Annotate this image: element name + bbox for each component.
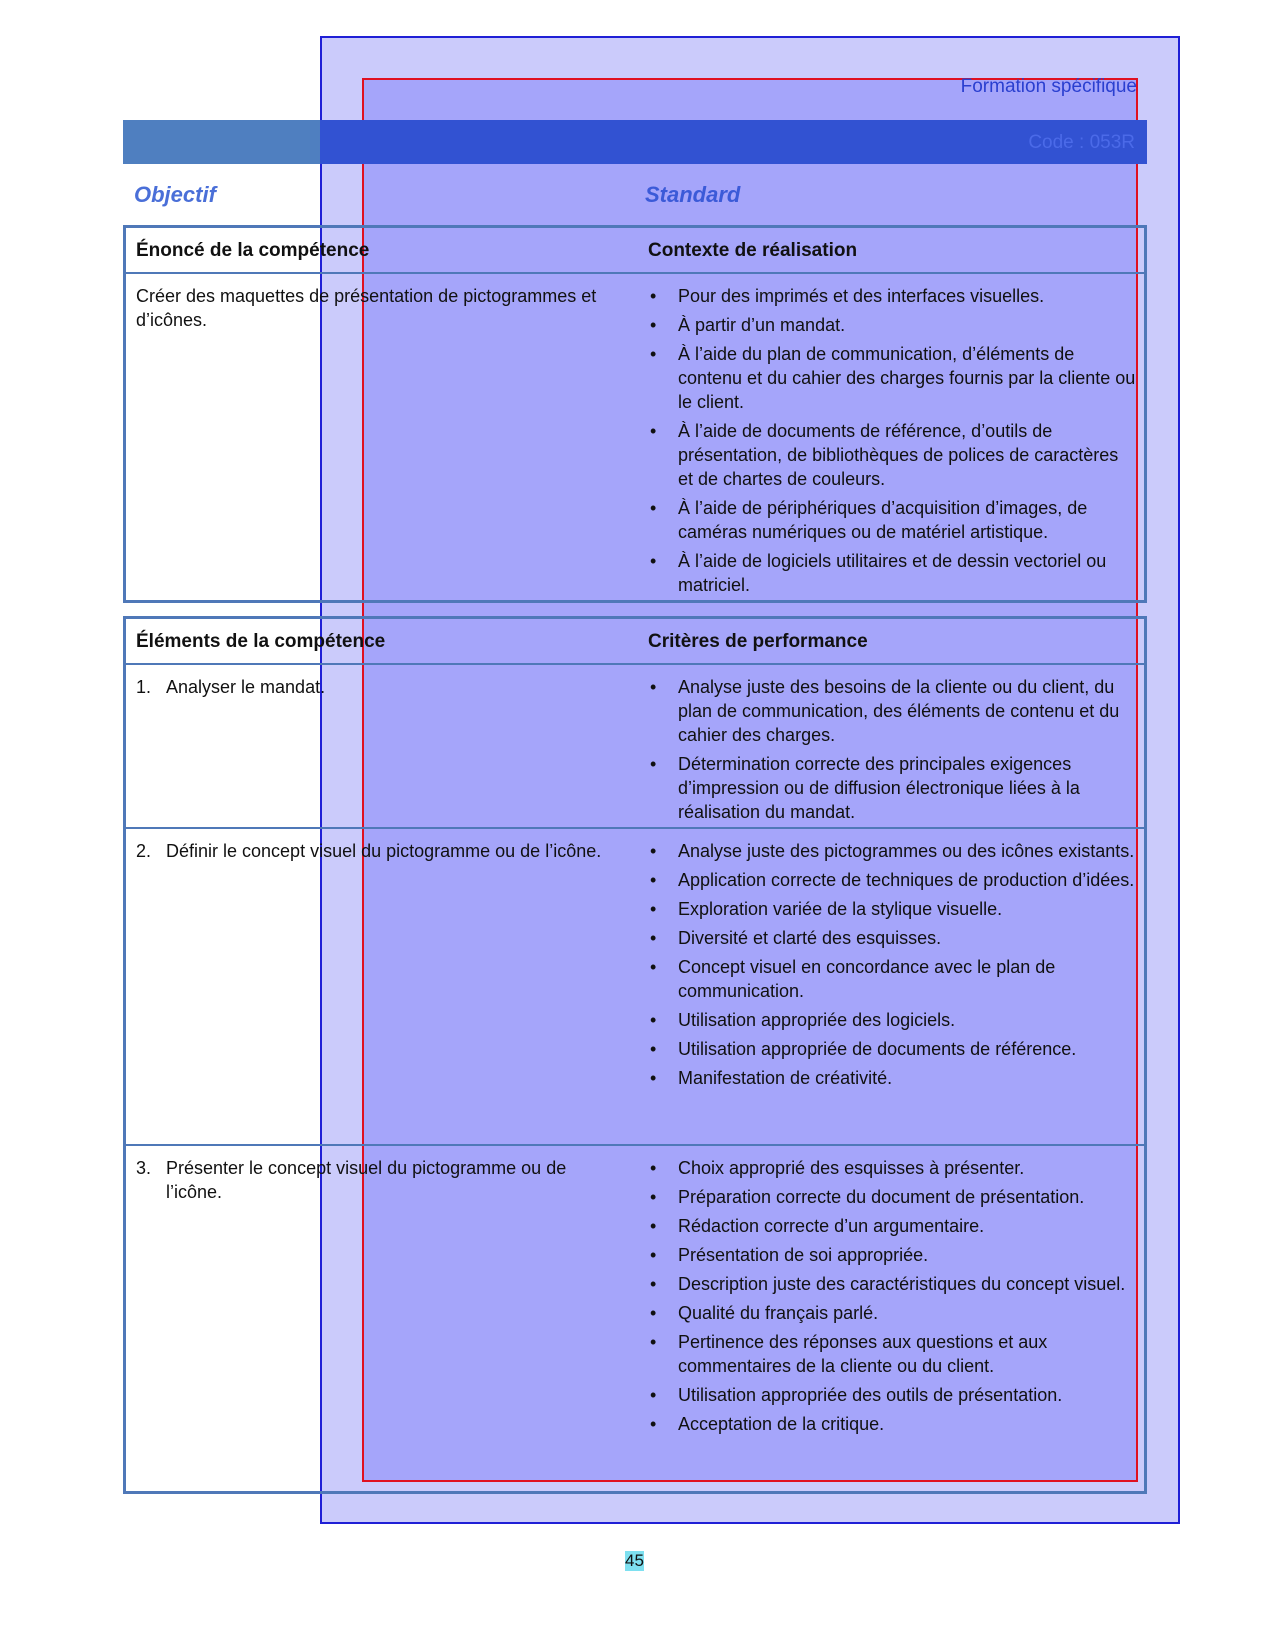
bullet-icon: • — [650, 286, 657, 306]
document-section-title: Formation spécifique — [960, 76, 1137, 97]
bullet-icon: • — [650, 754, 657, 774]
criteria-list — [648, 675, 1138, 829]
criteria-list — [648, 839, 1138, 1095]
table-row — [126, 1146, 1144, 1491]
elements-table-header — [126, 619, 1144, 665]
element-cell — [136, 839, 626, 863]
bullet-icon: • — [650, 1039, 657, 1059]
bullet-icon: • — [650, 1385, 657, 1405]
bullet-icon: • — [650, 551, 657, 571]
element-text: Analyser le mandat. — [166, 677, 326, 697]
bullet-icon: • — [650, 870, 657, 890]
criteria-header: Critères de performance — [648, 631, 868, 652]
bullet-icon: • — [650, 1187, 657, 1207]
list-item: • Diversité et clarté des esquisses. — [650, 928, 942, 948]
list-item: • Rédaction correcte d’un argumentaire. — [650, 1216, 985, 1236]
code-banner — [123, 120, 1147, 164]
list-item: • Présentation de soi appropriée. — [650, 1245, 929, 1265]
competency-table-header — [126, 228, 1144, 274]
table-row — [126, 829, 1144, 1146]
bullet-icon: • — [650, 315, 657, 335]
bullet-icon: • — [650, 421, 657, 441]
elements-table — [123, 616, 1147, 1494]
bullet-icon: • — [650, 1414, 657, 1434]
list-item: • Choix approprié des esquisses à présenter. — [650, 1158, 1025, 1178]
statement-header: Énoncé de la compétence — [136, 240, 370, 261]
elements-header: Éléments de la compétence — [136, 631, 386, 652]
competency-statement: Créer des maquettes de présentation de pictogrammes et d’icônes. — [136, 286, 597, 330]
statement-cell — [136, 284, 626, 332]
bullet-icon: • — [650, 1216, 657, 1236]
list-item: • Description juste des caractéristiques du concept visuel. — [650, 1274, 1126, 1294]
list-item: • Qualité du français parlé. — [650, 1303, 879, 1323]
bullet-icon: • — [650, 899, 657, 919]
bullet-icon: • — [650, 928, 657, 948]
table-row — [126, 665, 1144, 829]
list-item: • Utilisation appropriée de documents de référence. — [650, 1039, 1077, 1059]
list-item: • À partir d’un mandat. — [650, 315, 846, 335]
bullet-icon: • — [650, 1068, 657, 1088]
element-text: Présenter le concept visuel du pictogramme ou de l’icône. — [166, 1158, 567, 1202]
element-cell — [136, 675, 626, 699]
bullet-icon: • — [650, 1010, 657, 1030]
context-header: Contexte de réalisation — [648, 240, 858, 261]
list-item: • À l’aide de logiciels utilitaires et de dessin vectoriel ou matriciel. — [650, 551, 1107, 595]
element-number: 3. — [136, 1158, 152, 1178]
bullet-icon: • — [650, 1158, 657, 1178]
bullet-icon: • — [650, 344, 657, 364]
list-item: • À l’aide du plan de communication, d’éléments de contenu et du cahier des charges fournis par la cliente ou le client. — [650, 344, 1136, 412]
standard-label: Standard — [645, 182, 741, 207]
bullet-icon: • — [650, 1245, 657, 1265]
criteria-list — [648, 1156, 1138, 1441]
bullet-icon: • — [650, 677, 657, 697]
list-item: • Utilisation appropriée des logiciels. — [650, 1010, 956, 1030]
competency-table — [123, 225, 1147, 603]
list-item: • Acceptation de la critique. — [650, 1414, 885, 1434]
list-item: • Application correcte de techniques de production d’idées. — [650, 870, 1135, 890]
element-text: Définir le concept visuel du pictogramme ou de l’icône. — [166, 841, 602, 861]
bullet-icon: • — [650, 1332, 657, 1352]
element-number: 2. — [136, 841, 152, 861]
bullet-icon: • — [650, 1274, 657, 1294]
element-number: 1. — [136, 677, 152, 697]
bullet-icon: • — [650, 957, 657, 977]
list-item: • Manifestation de créativité. — [650, 1068, 893, 1088]
list-item: • À l’aide de périphériques d’acquisition d’images, de caméras numériques ou de matériel artistique. — [650, 498, 1088, 542]
list-item: • Détermination correcte des principales exigences d’impression ou de diffusion électronique liées à la réalisation du mandat. — [650, 754, 1080, 822]
list-item: • Pour des imprimés et des interfaces visuelles. — [650, 286, 1045, 306]
bullet-icon: • — [650, 498, 657, 518]
list-item: • Préparation correcte du document de présentation. — [650, 1187, 1085, 1207]
context-list — [648, 284, 1138, 602]
list-item: • À l’aide de documents de référence, d’outils de présentation, de bibliothèques de polices de caractères et de chartes de couleurs. — [650, 421, 1119, 489]
bullet-icon: • — [650, 841, 657, 861]
course-code: Code : 053R — [1028, 132, 1135, 153]
list-item: • Analyse juste des besoins de la cliente ou du client, du plan de communication, des éléments de contenu et du cahier des charges. — [650, 677, 1120, 745]
objective-label: Objectif — [134, 182, 216, 207]
list-item: • Utilisation appropriée des outils de présentation. — [650, 1385, 1063, 1405]
list-item: • Analyse juste des pictogrammes ou des icônes existants. — [650, 841, 1135, 861]
page-number: 45 — [625, 1551, 644, 1570]
bullet-icon: • — [650, 1303, 657, 1323]
list-item: • Pertinence des réponses aux questions et aux commentaires de la cliente ou du client. — [650, 1332, 1048, 1376]
element-cell — [136, 1156, 626, 1204]
list-item: • Concept visuel en concordance avec le plan de communication. — [650, 957, 1056, 1001]
competency-row — [126, 274, 1144, 602]
list-item: • Exploration variée de la stylique visuelle. — [650, 899, 1003, 919]
